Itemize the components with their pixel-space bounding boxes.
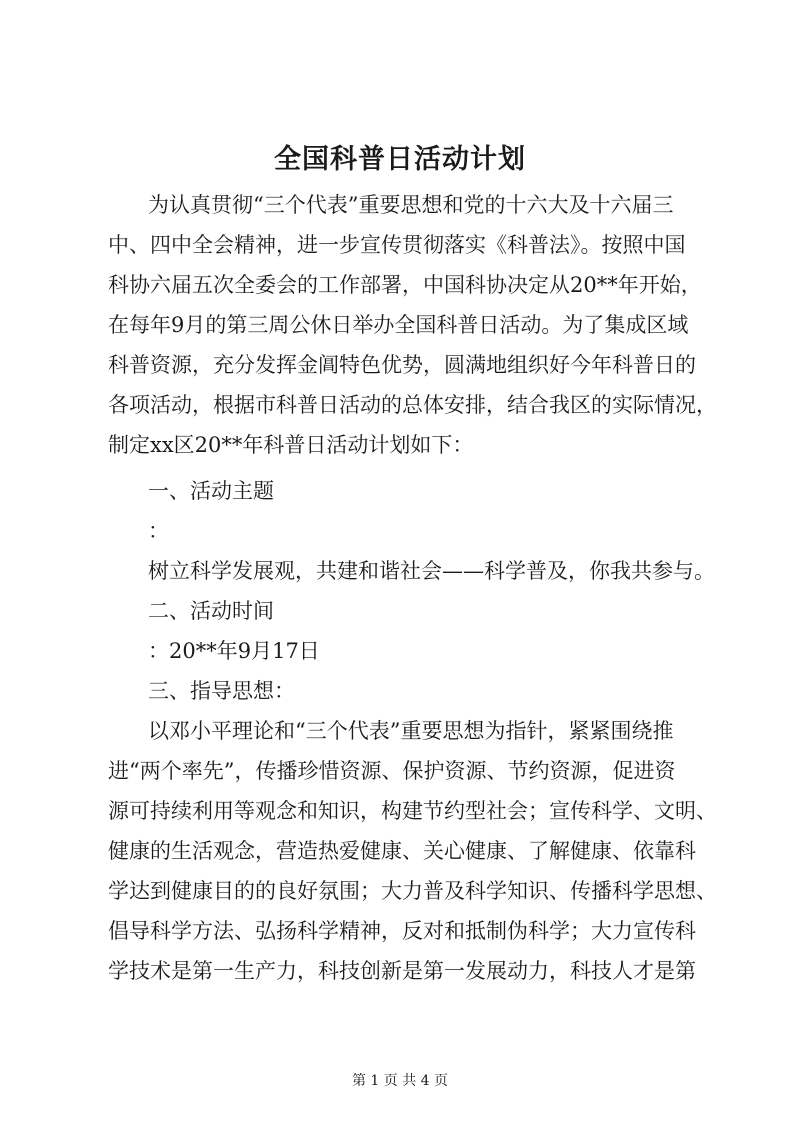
section-heading: 一、活动主题 bbox=[148, 479, 274, 503]
page-number-footer: 第 1 页 共 4 页 bbox=[351, 1073, 449, 1089]
paragraph-line: 科协六届五次全委会的工作部署，中国科协决定从20**年开始， bbox=[108, 273, 702, 297]
paragraph-line: 在每年9月的第三周公休日举办全国科普日活动。为了集成区域 bbox=[108, 313, 689, 337]
paragraph-line: 进“两个率先”，传播珍惜资源、保护资源、节约资源，促进资 bbox=[108, 759, 676, 783]
paragraph-line: 制定xx区20**年科普日活动计划如下： bbox=[108, 433, 474, 457]
paragraph-line: 树立科学发展观，共建和谐社会——科学普及，你我共参与。 bbox=[148, 559, 715, 583]
paragraph-line: 以邓小平理论和“三个代表”重要思想为指针，紧紧围绕推 bbox=[148, 719, 674, 743]
section-heading: 二、活动时间 bbox=[148, 599, 274, 623]
paragraph-line: 健康的生活观念，营造热爱健康、关心健康、了解健康、依靠科 bbox=[108, 839, 696, 863]
document-title: 全国科普日活动计划 bbox=[274, 144, 526, 175]
section-heading: 三、指导思想： bbox=[148, 679, 295, 703]
paragraph-line: 学达到健康目的的良好氛围；大力普及科学知识、传播科学思想、 bbox=[108, 879, 717, 903]
paragraph-line: 科普资源，充分发挥金阊特色优势，圆满地组织好今年科普日的 bbox=[108, 353, 696, 377]
paragraph-line: ： bbox=[148, 519, 169, 543]
paragraph-line: 各项活动，根据市科普日活动的总体安排，结合我区的实际情况， bbox=[108, 393, 717, 417]
paragraph-line: 学技术是第一生产力，科技创新是第一发展动力，科技人才是第 bbox=[108, 959, 696, 983]
paragraph-line: ：20**年9月17日 bbox=[148, 639, 320, 663]
paragraph-line: 倡导科学方法、弘扬科学精神，反对和抵制伪科学；大力宣传科 bbox=[108, 919, 696, 943]
paragraph-line: 中、四中全会精神，进一步宣传贯彻落实《科普法》。按照中国 bbox=[108, 233, 686, 257]
paragraph-line: 为认真贯彻“三个代表”重要思想和党的十六大及十六届三 bbox=[148, 193, 674, 217]
paragraph-line: 源可持续利用等观念和知识，构建节约型社会；宣传科学、文明、 bbox=[108, 799, 717, 823]
